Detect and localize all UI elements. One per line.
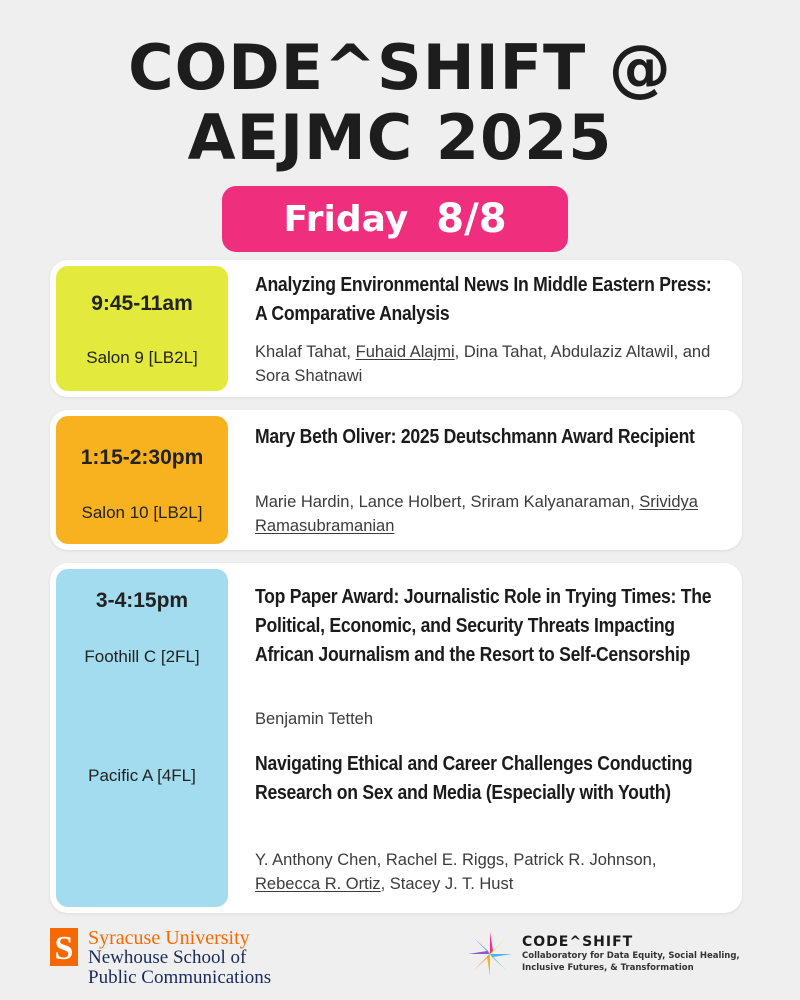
svg-text:S: S bbox=[54, 930, 74, 966]
syracuse-logo bbox=[50, 928, 271, 988]
su-school-line1: Newhouse School of bbox=[88, 947, 247, 968]
session-card-3 bbox=[50, 563, 742, 913]
codeshift-logo bbox=[466, 930, 772, 978]
session-room: Pacific A [4FL] bbox=[88, 766, 196, 785]
talk-title: Top Paper Award: Journalistic Role in Trying Times: The Political, Economic, and Security Threats Impacting African Journalism and the Resort to Self-Censorship bbox=[255, 586, 712, 666]
session-room: Salon 9 [LB2L] bbox=[86, 348, 198, 367]
session-time: 1:15-2:30pm bbox=[80, 446, 204, 469]
date-label: 8/8 bbox=[436, 196, 507, 242]
session-time: 3-4:15pm bbox=[95, 589, 189, 612]
talk-title: Navigating Ethical and Career Challenges Conducting Research on Sex and Media (Especially with Youth) bbox=[255, 753, 693, 804]
session-time-tag bbox=[56, 416, 228, 544]
talk-authors: Benjamin Tetteh bbox=[255, 710, 374, 728]
session-room: Foothill C [2FL] bbox=[84, 647, 200, 666]
day-label: Friday bbox=[283, 198, 409, 240]
session-card-1 bbox=[50, 260, 742, 397]
highlighted-author: Srividya Ramasubramanian bbox=[255, 493, 698, 535]
syracuse-wordmark bbox=[88, 928, 271, 988]
talk-authors: Marie Hardin, Lance Holbert, Sriram Kalyanaraman, Srividya Ramasubramanian bbox=[255, 493, 698, 535]
talk-title: Analyzing Environmental News In Middle Eastern Press: A Comparative Analysis bbox=[255, 274, 712, 325]
su-name: Syracuse University bbox=[88, 927, 250, 949]
talk-title: Mary Beth Oliver: 2025 Deutschmann Award Recipient bbox=[255, 426, 695, 448]
highlighted-author: Fuhaid Alajmi bbox=[355, 343, 455, 361]
codeshift-star-icon bbox=[466, 930, 514, 978]
codeshift-name: CODE^SHIFT bbox=[522, 934, 634, 950]
session-time-tag bbox=[56, 266, 228, 391]
session-room: Salon 10 [LB2L] bbox=[81, 503, 203, 522]
session-card-2 bbox=[50, 410, 742, 550]
day-badge bbox=[222, 186, 568, 252]
session-time-tag bbox=[56, 569, 228, 907]
page-title-line1: CODE^SHIFT @ bbox=[128, 31, 672, 104]
session-time: 9:45-11am bbox=[91, 292, 193, 315]
page-title-line2: AEJMC 2025 bbox=[187, 101, 613, 174]
codeshift-tagline: Collaboratory for Data Equity, Social Healing, Inclusive Futures, & Transformation bbox=[522, 951, 740, 973]
talk-authors: Khalaf Tahat, Fuhaid Alajmi, Dina Tahat, Abdulaziz Altawil, and Sora Shatnawi bbox=[255, 343, 711, 385]
syracuse-s-icon bbox=[50, 928, 78, 966]
highlighted-author: Rebecca R. Ortiz bbox=[255, 875, 381, 893]
su-school-line2: Public Communications bbox=[88, 967, 272, 988]
talk-authors: Y. Anthony Chen, Rachel E. Riggs, Patrick R. Johnson, Rebecca R. Ortiz, Stacey J. T. Hust bbox=[255, 851, 657, 893]
